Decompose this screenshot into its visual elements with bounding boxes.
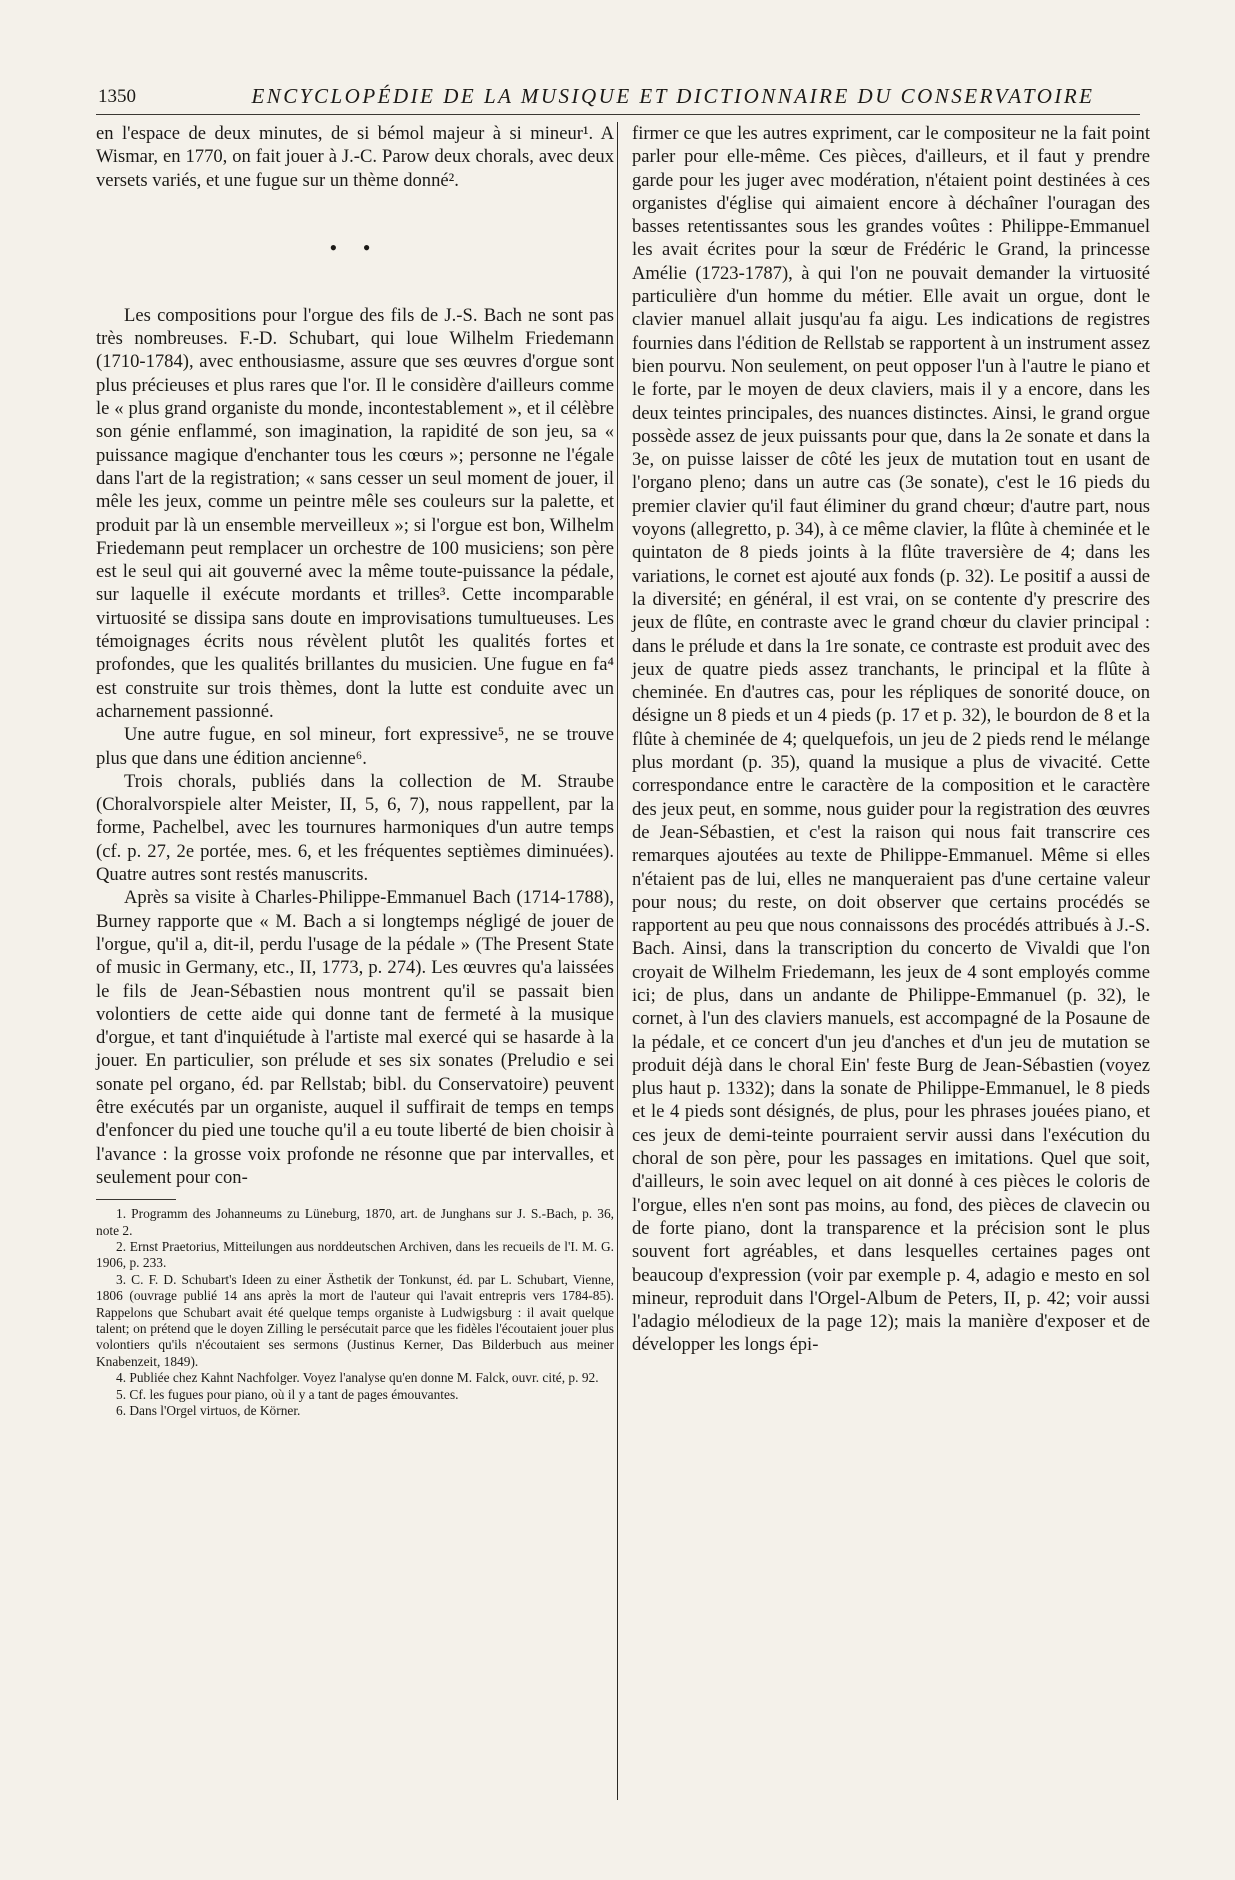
section-separator: • • bbox=[329, 234, 381, 260]
footnote-3: 3. C. F. D. Schubart's Ideen zu einer Ästhetik der Tonkunst, éd. par L. Schubart, Vienne, 1806 (ouvrage publié 14 ans après la mort de l'auteur qui l'avait entrepris vers 1784-85). Rappelons que Schubart avait été quelque temps organiste à Ludwigsburg : il avait quelque talent; on prétend que le doyen Zilling le persécutait parce que les fidèles l'écoutaient jouer plus volontiers qu'ils n'écoutaient ses sermons (Justinus Kerner, Das Bilderbuch aus meiner Knabenzeit, 1849). bbox=[96, 1271, 614, 1369]
right-column bbox=[632, 122, 1150, 1357]
page-header bbox=[96, 84, 1140, 115]
footnote-6: 6. Dans l'Orgel virtuos, de Körner. bbox=[116, 1403, 301, 1419]
page-number: 1350 bbox=[98, 86, 136, 107]
right-paragraph-1: firmer ce que les autres expriment, car le compositeur ne la fait point parler pour elle-même. Ces pièces, d'ailleurs, et il faut y prendre garde pour les juger avec modération, n'étaient point destinées à ces organistes d'église qui aimaient encore à déchaîner l'ouragan des basses retentissantes sous les grandes voûtes : Philippe-Emmanuel les avait écrites pour la sœur de Frédéric le Grand, la princesse Amélie (1723-1787), à qui l'on ne pouvait demander la virtuosité particulière d'un homme du métier. Elle avait un orgue, dont le clavier manuel allait jusqu'au fa aigu. Les indications de registres fournies dans l'édition de Rellstab se rapportent à un instrument assez bien pourvu. Non seulement, on peut opposer l'un à l'autre le piano et le forte, par le moyen de deux claviers, mais il y a encore, dans les deux teintes principales, des nuances distinctes. Ainsi, le grand orgue possède assez de jeux puissants pour que, dans la 2e sonate et dans la 3e, on puisse laisser de côté les jeux de mutation tout en usant de l'organo pleno; dans un autre cas (3e sonate), c'est le 16 pieds du premier clavier qu'il faut éliminer du grand chœur; d'autre part, nous voyons (allegretto, p. 34), à ce même clavier, la flûte à cheminée et le quintaton de 8 pieds joints à la flûte traversière de 4; dans les variations, le cornet est ajouté aux fonds (p. 32). Le positif a aussi de la diversité; en général, il est vrai, on se contente d'y prescrire des jeux de flûte, en contraste avec le grand chœur du clavier principal : dans le prélude et dans la 1re sonate, ce contraste est produit avec des jeux de quatre pieds assez tranchants, le principal et la flûte à cheminée. En d'autres cas, pour les répliques de sonorité douce, on désigne un 8 pieds et un 4 pieds (p. 17 et p. 32), le bourdon de 8 et la flûte à cheminée de 4; quelquefois, un jeu de 2 pieds rend le mélange plus mordant (p. 35), quand la musique a plus de vivacité. Cette correspondance entre le caractère de la composition et le caractère des jeux peut, en somme, nous guider pour la registration des œuvres de Jean-Sébastien, et c'est la raison qui nous fait transcrire ces remarques ajoutées au texte de Philippe-Emmanuel. Même si elles n'étaient pas de lui, elles ne manqueraient pas d'une certaine valeur pour nous; du reste, on doit observer que certains procédés se rapportent au peu que nous connaissons des procédés attribués à J.-S. Bach. Ainsi, dans la transcription du concerto de Vivaldi que l'on croyait de Wilhelm Friedemann, les jeux de 4 sont employés comme ici; de plus, dans un andante de Philippe-Emmanuel (p. 32), le cornet, à l'un des claviers manuels, est accompagné de la Posaune de la pédale, et ce concert d'un jeu d'anches et d'un jeu de mutation se produit déjà dans le choral Ein' feste Burg de Jean-Sébastien (voyez plus haut p. 1332); dans la sonate de Philippe-Emmanuel, le 8 pieds et le 4 pieds sont désignés, de plus, pour les phrases jouées piano, et ces jeux de demi-teinte pourraient servir aussi dans l'exécution du choral de son père, pour les passages en imitations. Quel que soit, d'ailleurs, le soin avec lequel on ait donné à ces pièces le coloris de l'orgue, elles n'en sont pas moins, au fond, des pièces de clavecin ou de forte piano, dont la transparence et la précision sont le plus souvent fort agréables, et dans lesquelles certaines pages ont beaucoup d'expression (voir par exemple p. 4, adagio e mesto en sol mineur, reproduit dans l'Orgel-Album de Peters, II, p. 42; voir aussi l'adagio mélodieux de la page 12); mais la manière d'exposer et de développer les longs épi- bbox=[632, 123, 1150, 1356]
left-column bbox=[96, 122, 614, 1419]
left-paragraph-5: Après sa visite à Charles-Philippe-Emmanuel Bach (1714-1788), Burney rapporte que « M. Bach a si longtemps négligé de jouer de l'orgue, qu'il a, dit-il, perdu l'usage de la pédale » (The Present State of music in Germany, etc., II, 1773, p. 274). Les œuvres qu'a laissées le fils de Jean-Sébastien nous montrent qu'il se passait bien volontiers de cette aide qui donne tant de fermeté à la musique d'orgue, et tant d'inquiétude à l'artiste mal exercé qui se hasarde à la jouer. En particulier, son prélude et ses six sonates (Preludio e sei sonate pel organo, éd. par Rellstab; bibl. du Conservatoire) peuvent être exécutés par un organiste, auquel il suffirait de temps en temps d'enfoncer du pied une touche qu'il a eu toute liberté de bien choisir à l'avance : la grosse voix profonde ne résonne que par intervalles, et seulement pour con- bbox=[96, 887, 614, 1188]
footnote-2: 2. Ernst Praetorius, Mitteilungen aus norddeutschen Archiven, dans les recueils de l'I. M. G. 1906, p. 233. bbox=[96, 1238, 614, 1271]
left-paragraph-1: en l'espace de deux minutes, de si bémol majeur à si mineur¹. A Wismar, en 1770, on fait jouer à J.-C. Parow deux chorals, avec deux versets variés, et une fugue sur un thème donné². bbox=[96, 123, 614, 191]
footnote-4: 4. Publiée chez Kahnt Nachfolger. Voyez l'analyse qu'en donne M. Falck, ouvr. cité, p. 92. bbox=[116, 1370, 599, 1386]
footnote-1: 1. Programm des Johanneums zu Lüneburg, 1870, art. de Junghans sur J. S.-Bach, p. 36, note 2. bbox=[96, 1206, 614, 1238]
left-paragraph-4: Trois chorals, publiés dans la collection de M. Straube (Choralvorspiele alter Meister, II, 5, 6, 7), nous rappellent, par la forme, Pachelbel, avec les tournures harmoniques d'un autre temps (cf. p. 27, 2e portée, mes. 6, et les fréquentes septièmes diminuées). Quatre autres sont restés manuscrits. bbox=[96, 770, 614, 886]
footnote-5: 5. Cf. les fugues pour piano, où il y a tant de pages émouvantes. bbox=[116, 1386, 459, 1402]
footnote-separator bbox=[96, 1199, 176, 1200]
running-title: ENCYCLOPÉDIE DE LA MUSIQUE ET DICTIONNAIRE DU CONSERVATOIRE bbox=[251, 84, 1095, 108]
column-rule bbox=[617, 122, 618, 1800]
left-paragraph-3: Une autre fugue, en sol mineur, fort expressive⁵, ne se trouve plus que dans une édition ancienne⁶. bbox=[96, 724, 614, 769]
left-paragraph-2: Les compositions pour l'orgue des fils de J.-S. Bach ne sont pas très nombreuses. F.-D. Schubart, qui loue Wilhelm Friedemann (1710-1784), avec enthousiasme, assure que ses œuvres d'orgue sont plus précieuses et plus rares que l'or. Il le considère d'ailleurs comme le « plus grand organiste du monde, incontestablement », et il célèbre son génie enflammé, son imagination, la rapidité de son jeu, sa « puissance magique d'enchanter tous les cœurs »; personne ne l'égale dans l'art de la registration; « sans cesser un seul moment de jouer, il mêle les jeux, comme un peintre mêle ses couleurs sur la palette, et produit par là un ensemble merveilleux »; si l'orgue est bon, Wilhelm Friedemann peut remplacer un orchestre de 100 musiciens; son père est le seul qui ait gouverné avec la même toute-puissance la pédale, sur laquelle il exécute mordants et trilles³. Cette incomparable virtuosité se dissipa sans doute en improvisations tumultueuses. Les témoignages écrits nous révèlent plutôt les qualités fortes et profondes, que les qualités brillantes du musicien. Une fugue en fa⁴ est construite sur trois thèmes, dont la lutte est conduite avec un acharnement passionné. bbox=[96, 304, 614, 722]
footnotes bbox=[96, 1206, 614, 1419]
